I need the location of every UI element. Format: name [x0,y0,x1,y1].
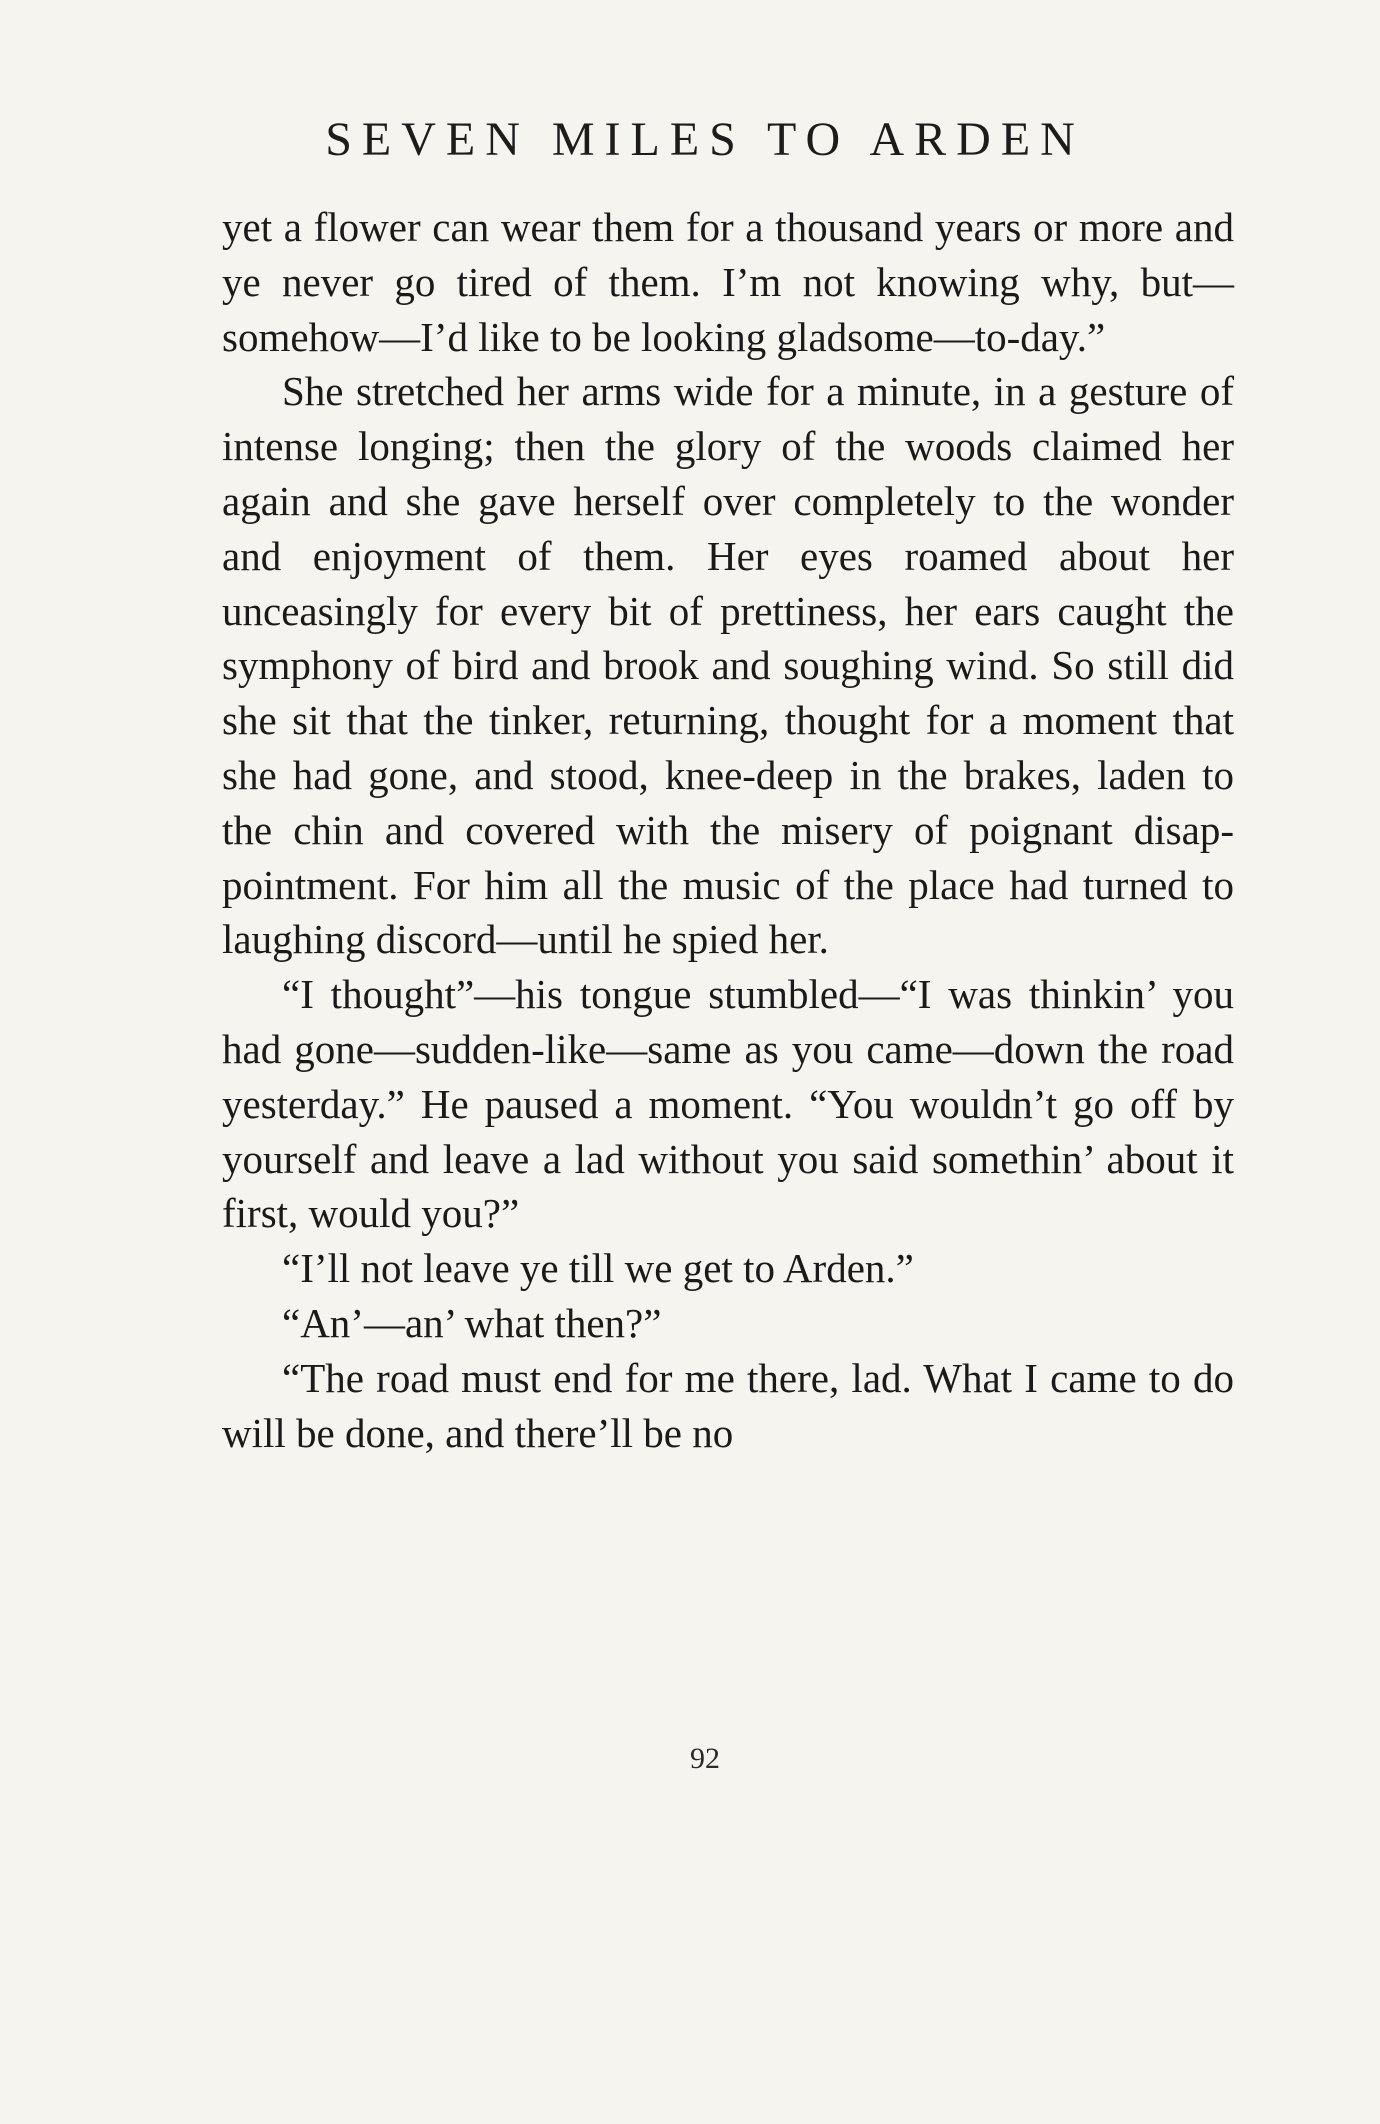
paragraph-5: “An’—an’ what then?” [282,1299,662,1346]
paragraph-6: “The road must end for me there, lad. What I came to do will be done, and there’ll be no [222,1354,1234,1456]
running-head: SEVEN MILES TO ARDEN [325,113,1085,166]
paragraph-3: “I thought”—his tongue stumbled—“I was thinkin’ you had gone—sudden-like—same as you came—down the road yesterday.” He paused a moment. “You wouldn’t go off by yourself and leave a lad without you said somethin’ about it first, would you?” [222,971,1234,1237]
paragraph-2: She stretched her arms wide for a minute, in a gesture of intense longing; then the glory of the woods claimed her again and she gave herself over completely to the wonder and enjoyment of them. Her eyes roamed about her unceasingly for every bit of prettiness, her ears caught the symphony of bird and brook and soughing wind. So still did she sit that the tinker, returning, thought for a moment that she had gone, and stood, knee-deep in the brakes, laden to the chin and covered with the misery of poignant disappointment. For him all the music of the place had turned to laughing discord—until he spied her. [222,368,1234,963]
body-text [222,200,1234,1460]
paragraph-1: yet a flower can wear them for a thousand years or more and ye never go tired of them. I’m not knowing why, but—somehow—I’d like to be looking gladsome—to-day.” [222,204,1234,360]
paragraph-4: “I’ll not leave ye till we get to Arden.” [282,1245,914,1292]
page-number: 92 [690,1742,720,1775]
